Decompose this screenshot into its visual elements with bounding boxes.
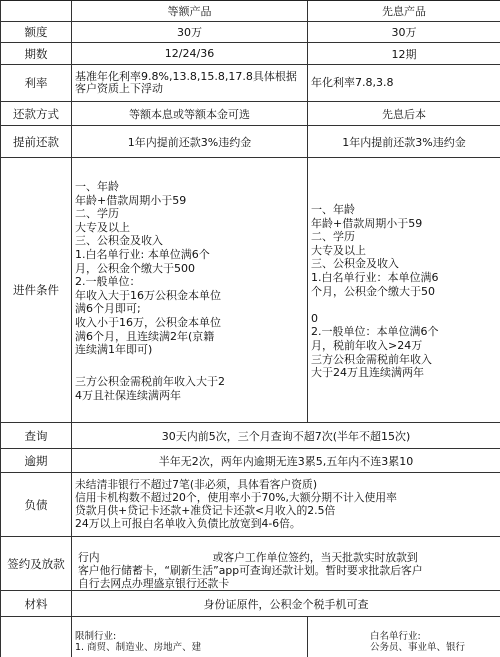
header-row	[0, 1, 500, 22]
table-row-repay	[0, 102, 500, 126]
table-row-access	[0, 158, 500, 423]
table-row-overdue	[0, 449, 500, 473]
row-label-limit: 额度	[0, 22, 72, 42]
table-row-rate	[0, 65, 500, 102]
limit-value-2: 30万	[391, 26, 417, 39]
limit-value-1: 30万	[72, 22, 308, 42]
table-row-industry	[0, 617, 500, 657]
rate-value-2	[308, 65, 500, 101]
overdue-value: 半年无2次，两年内逾期无连3累5,五年内不连3累10	[158, 454, 414, 468]
industry-value-1-text: 限制行业: 1. 商贸、制造业、房地产、建	[75, 631, 202, 653]
row-label-query: 查询	[0, 423, 72, 448]
row-label-access: 进件条件	[0, 158, 72, 422]
row-label-overdue: 逾期	[0, 449, 72, 472]
table-row-limit	[0, 22, 500, 43]
row-label-debt: 负债	[0, 473, 72, 536]
header-empty-cell	[0, 1, 72, 21]
access-value-1	[72, 158, 308, 422]
table-row-prepay	[0, 126, 500, 158]
industry-value-2	[308, 617, 500, 657]
access-value-1-extra: 三方公积金需税前年收入大于2 4万且社保连续满两年	[75, 375, 225, 402]
sign-text-c: 客户他行储蓄卡，“刷新生活”app可查询还款计划。暂时要求批款后客户	[78, 564, 423, 577]
debt-value	[72, 473, 500, 536]
table-row-term	[0, 43, 500, 65]
row-label-repay: 还款方式	[0, 102, 72, 125]
query-value: 30天内前5次，三个月查询不超7次(半年不超15次)	[161, 429, 411, 443]
table-row-sign	[0, 537, 500, 591]
table-row-material	[0, 591, 500, 617]
repay-value-1: 等额本息或等额本金可选	[72, 102, 308, 125]
repay-value-2: 先息后本	[382, 107, 426, 121]
row-label-rate: 利率	[0, 65, 72, 101]
row-label-term: 期数	[0, 43, 72, 64]
header-equal-product: 等额产品	[72, 1, 308, 21]
access-value-1-text: 一、年龄 年龄+借款周期小于59 二、学历 大专及以上 三、公积金及收入 1.白名单行业: 本单位满6个 月，公积金个缴大于500 2.一般单位： 年收入大于16万公积金本单位 满6个月即可; 收入小于16万，公积金本单位 满6个月，且连续满2年(京籍 连续满1年即可)	[75, 180, 221, 357]
sign-value	[72, 537, 500, 590]
row-label-prepay: 提前还款	[0, 126, 72, 157]
industry-value-1	[72, 617, 308, 657]
sign-text-d: 自行去网点办理盛京银行还款卡	[78, 577, 230, 590]
row-label-sign: 签约及放款	[0, 537, 72, 590]
header-interest-first-product: 先息产品	[382, 5, 426, 18]
term-value-1: 12/24/36	[72, 43, 308, 64]
table-row-debt	[0, 473, 500, 537]
table-row-query	[0, 423, 500, 449]
prepay-value-2: 1年内提前还款3%违约金	[342, 135, 466, 149]
rate-value-1-text: 基准年化利率9.8%,13.8,15.8,17.8具体根据客户资质上下浮动	[75, 70, 297, 95]
access-value-2	[308, 158, 500, 422]
row-label-industry	[0, 617, 72, 657]
sign-text-b: 或客户工作单位签约，当天批款实时放款到	[212, 551, 418, 564]
rate-value-2-text: 年化利率7.8,3.8	[311, 76, 394, 89]
row-label-material: 材料	[0, 591, 72, 616]
sign-text-a: 行内	[78, 551, 100, 564]
material-value: 身份证原件，公积金个税手机可查	[203, 597, 369, 611]
term-value-2: 12期	[391, 47, 417, 61]
rate-value-1	[72, 65, 308, 101]
debt-value-text: 未结清非银行不超过7笔(非必须，具体看客户资质) 信用卡机构数不超过20个，使用率小于70%,大额分期不计入使用率 贷款月供+贷记卡还款+准贷记卡还款<月收入的2.5倍 24万以上可报白名单收入负债比放宽到4-6倍。	[75, 478, 397, 530]
prepay-value-1: 1年内提前还款3%违约金	[72, 126, 308, 157]
industry-value-2-text: 白名单行业: 公务员、事业单、银行	[370, 631, 466, 653]
sign-value-text	[78, 551, 430, 590]
access-value-2-text: 一、年龄 年龄+借款周期小于59 二、学历 大专及以上 三、公积金及收入 1.白名单行业：本单位满6 个月，公积金个缴大于50 0 2.一般单位：本单位满6个 月，税前年收入>24万 三方公积金需税前年收入 大于24万且连续满两年	[311, 203, 439, 380]
